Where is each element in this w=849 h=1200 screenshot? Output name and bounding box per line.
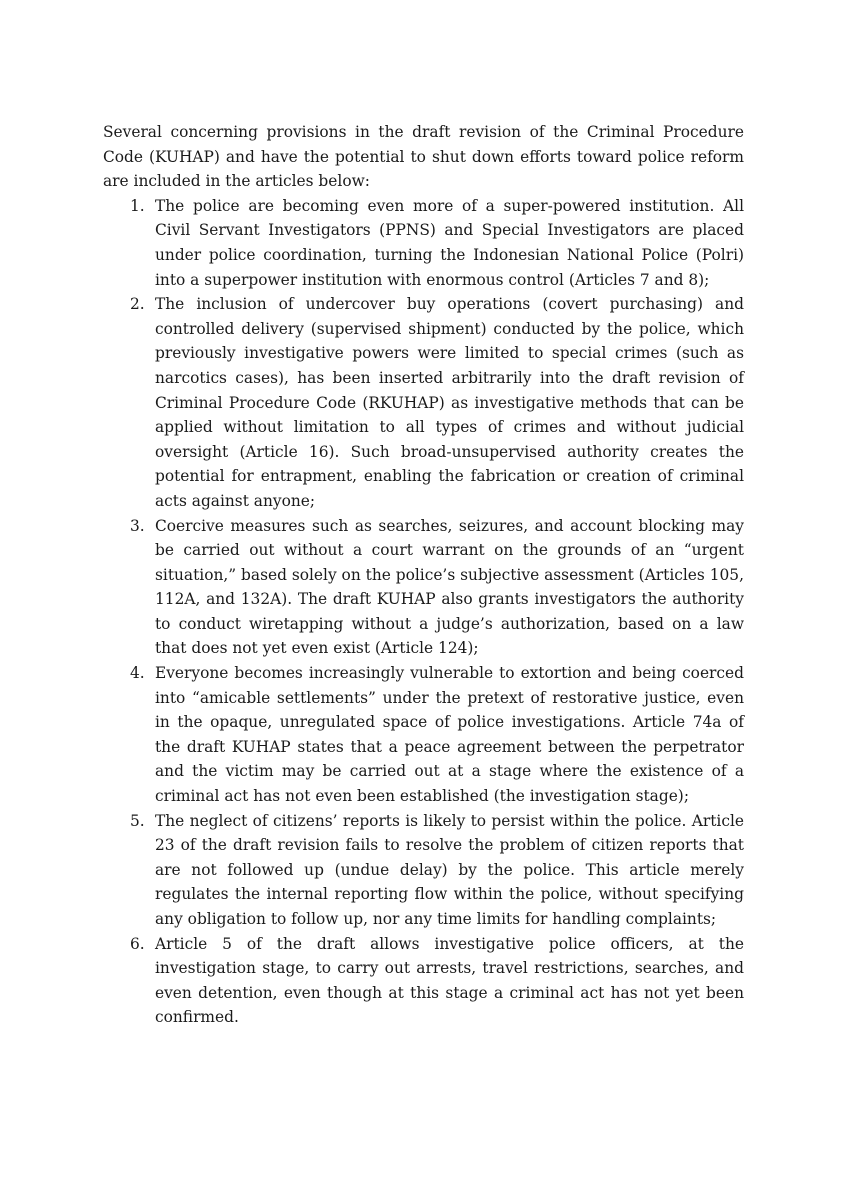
list-item-number: 5. xyxy=(130,811,145,830)
list-item xyxy=(103,809,744,932)
list-item-text: The police are becoming even more of a super-powered institution. All Civil Servant Investigators (PPNS) and Special Investigators are placed under police coordination, turning the Indonesian National Police (Polri) into a superpower institution with enormous control (Articles 7 and 8); xyxy=(155,196,744,289)
list-item-number: 1. xyxy=(130,196,145,215)
list-item xyxy=(103,661,744,809)
list-item-text: The inclusion of undercover buy operations (covert purchasing) and controlled delivery (supervised shipment) conducted by the police, which previously investigative powers were limited to special crimes (such as narcotics cases), has been inserted arbitrarily into the draft revision of Criminal Procedure Code (RKUHAP) as investigative methods that can be applied without limitation to all types of crimes and without judicial oversight (Article 16). Such broad-unsupervised authority creates the potential for entrapment, enabling the fabrication or creation of criminal acts against anyone; xyxy=(155,295,744,510)
list-item-number: 6. xyxy=(130,934,145,953)
list-item xyxy=(103,514,744,662)
list-item-text: The neglect of citizens’ reports is likely to persist within the police. Article 23 of the draft revision fails to resolve the problem of citizen reports that are not followed up (undue delay) by the police. This article merely regulates the internal reporting flow within the police, without specifying any obligation to follow up, nor any time limits for handling complaints; xyxy=(155,811,744,928)
provisions-list xyxy=(103,194,744,1030)
list-item xyxy=(103,194,744,292)
list-item xyxy=(103,932,744,1030)
list-item-number: 3. xyxy=(130,516,145,535)
intro-paragraph: Several concerning provisions in the draft revision of the Criminal Procedure Code (KUHAP) and have the potential to shut down efforts toward police reform are included in the articles below: xyxy=(103,123,744,191)
list-item-number: 2. xyxy=(130,295,145,314)
list-item-text: Everyone becomes increasingly vulnerable to extortion and being coerced into “amicable settlements” under the pretext of restorative justice, even in the opaque, unregulated space of police investigations. Article 74a of the draft KUHAP states that a peace agreement between the perpetrator and the victim may be carried out at a stage where the existence of a criminal act has not even been established (the investigation stage); xyxy=(155,664,744,806)
list-item-text: Coercive measures such as searches, seizures, and account blocking may be carried out without a court warrant on the grounds of an “urgent situation,” based solely on the police’s subjective assessment (Articles 105, 112A, and 132A). The draft KUHAP also grants investigators the authority to conduct wiretapping without a judge’s authorization, based on a law that does not yet even exist (Article 124); xyxy=(155,516,744,658)
list-item-text: Article 5 of the draft allows investigative police officers, at the investigation stage, to carry out arrests, travel restrictions, searches, and even detention, even though at this stage a criminal act has not yet been confirmed. xyxy=(155,934,744,1027)
list-item xyxy=(103,292,744,513)
list-item-number: 4. xyxy=(130,664,145,683)
